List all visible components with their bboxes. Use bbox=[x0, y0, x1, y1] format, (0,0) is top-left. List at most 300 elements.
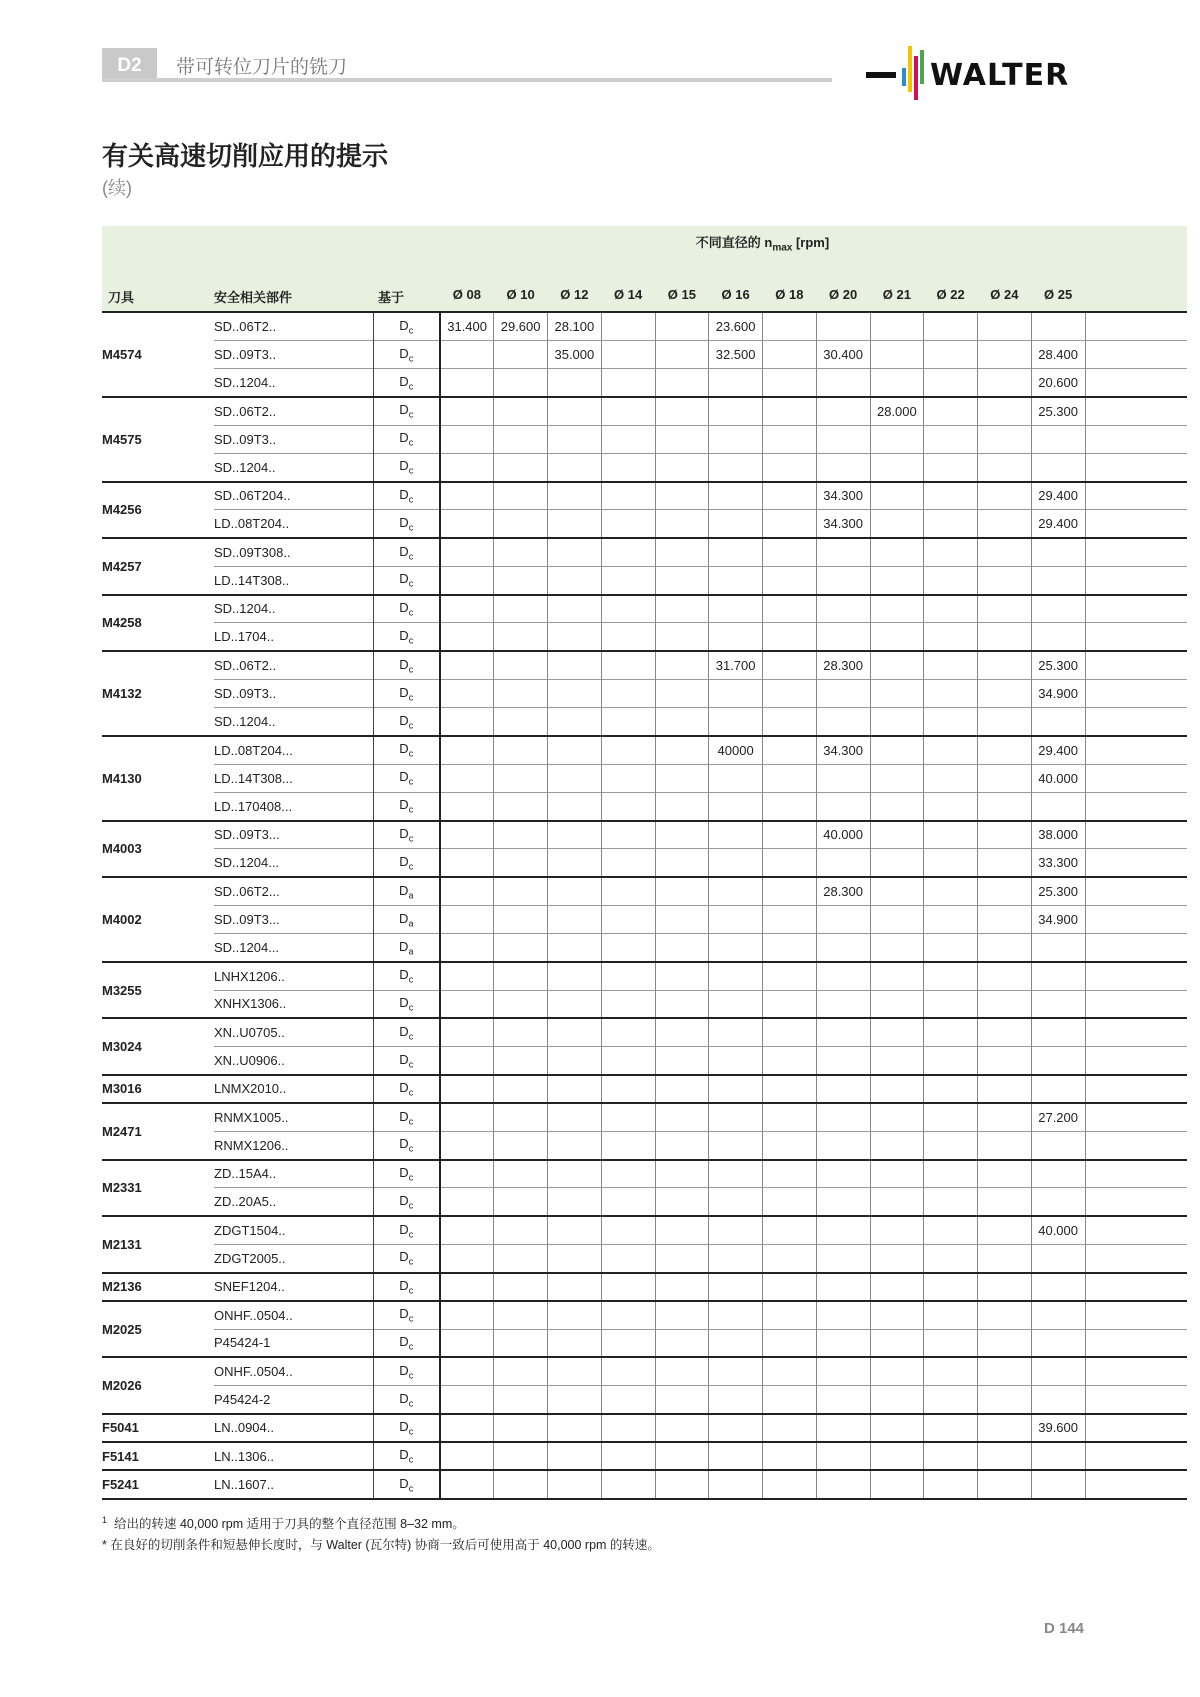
basis-subscript: c bbox=[408, 607, 414, 618]
basis-cell bbox=[373, 792, 440, 820]
basis-symbol: D bbox=[399, 741, 409, 757]
nmax-value bbox=[709, 764, 763, 792]
nmax-value bbox=[494, 1357, 548, 1385]
nmax-value bbox=[655, 651, 709, 679]
nmax-value bbox=[709, 425, 763, 453]
nmax-value bbox=[709, 821, 763, 849]
nmax-value bbox=[548, 510, 602, 538]
table-filler bbox=[1085, 764, 1187, 792]
nmax-value: 40.000 bbox=[816, 821, 870, 849]
table-filler bbox=[1085, 1047, 1187, 1075]
nmax-value bbox=[978, 1414, 1032, 1442]
table-filler bbox=[1085, 877, 1187, 905]
nmax-value bbox=[870, 1188, 924, 1216]
logo-wordmark: WALTER bbox=[930, 58, 1070, 93]
nmax-value bbox=[655, 538, 709, 566]
nmax-value bbox=[978, 595, 1032, 623]
nmax-value bbox=[655, 736, 709, 764]
nmax-value bbox=[924, 736, 978, 764]
nmax-value bbox=[924, 1386, 978, 1414]
nmax-value bbox=[494, 1301, 548, 1329]
tool-code: M4132 bbox=[102, 651, 214, 736]
safety-part: SD..09T3.. bbox=[214, 425, 373, 453]
basis-cell bbox=[373, 1329, 440, 1357]
group-header-suffix: [rpm] bbox=[792, 235, 830, 250]
basis-cell bbox=[373, 821, 440, 849]
basis-symbol: D bbox=[399, 1051, 409, 1067]
table-filler bbox=[1085, 1273, 1187, 1301]
nmax-value: 25.300 bbox=[1031, 877, 1085, 905]
basis-subscript: a bbox=[408, 946, 414, 957]
nmax-value bbox=[1031, 312, 1085, 340]
safety-part: RNMX1206.. bbox=[214, 1131, 373, 1159]
nmax-value bbox=[655, 1414, 709, 1442]
col-header-diameter: Ø 24 bbox=[990, 287, 1019, 302]
basis-symbol: D bbox=[399, 627, 409, 643]
nmax-value bbox=[440, 934, 494, 962]
nmax-value bbox=[978, 849, 1032, 877]
nmax-value bbox=[655, 708, 709, 736]
nmax-value bbox=[978, 1386, 1032, 1414]
tool-code: M4575 bbox=[102, 397, 214, 482]
nmax-value bbox=[655, 679, 709, 707]
basis-subscript: c bbox=[408, 1483, 414, 1494]
nmax-value bbox=[978, 1188, 1032, 1216]
nmax-value bbox=[763, 821, 817, 849]
nmax-value bbox=[978, 1103, 1032, 1131]
basis-cell bbox=[373, 1244, 440, 1272]
logo-bar-red bbox=[914, 56, 918, 100]
nmax-value bbox=[763, 369, 817, 397]
nmax-value bbox=[978, 623, 1032, 651]
nmax-value bbox=[655, 1386, 709, 1414]
nmax-value bbox=[870, 1357, 924, 1385]
nmax-value bbox=[655, 1188, 709, 1216]
nmax-value bbox=[601, 1188, 655, 1216]
table-filler bbox=[1085, 1075, 1187, 1103]
nmax-value bbox=[440, 538, 494, 566]
basis-symbol: D bbox=[399, 1447, 409, 1463]
safety-part: LD..1704.. bbox=[214, 623, 373, 651]
basis-symbol: D bbox=[399, 712, 409, 728]
basis-cell bbox=[373, 397, 440, 425]
table-filler bbox=[1085, 1357, 1187, 1385]
nmax-value: 28.400 bbox=[1031, 340, 1085, 368]
table-row bbox=[102, 1160, 1187, 1188]
nmax-value bbox=[548, 1442, 602, 1470]
basis-cell bbox=[373, 1075, 440, 1103]
table-filler bbox=[1085, 990, 1187, 1018]
nmax-value bbox=[548, 1188, 602, 1216]
basis-cell bbox=[373, 708, 440, 736]
nmax-value bbox=[709, 962, 763, 990]
safety-part: LD..08T204... bbox=[214, 736, 373, 764]
nmax-value bbox=[440, 1188, 494, 1216]
nmax-value bbox=[655, 623, 709, 651]
nmax-value bbox=[494, 340, 548, 368]
tool-code: M2136 bbox=[102, 1273, 214, 1301]
nmax-value bbox=[763, 453, 817, 481]
nmax-value bbox=[548, 764, 602, 792]
basis-subscript: c bbox=[408, 720, 414, 731]
nmax-value bbox=[978, 1075, 1032, 1103]
nmax-value bbox=[548, 651, 602, 679]
basis-subscript: c bbox=[408, 664, 414, 675]
nmax-value: 23.600 bbox=[709, 312, 763, 340]
nmax-value bbox=[440, 708, 494, 736]
basis-cell bbox=[373, 990, 440, 1018]
nmax-value bbox=[494, 369, 548, 397]
col-header-diameter: Ø 08 bbox=[452, 287, 481, 302]
nmax-value bbox=[978, 1216, 1032, 1244]
nmax-value bbox=[763, 1216, 817, 1244]
nmax-value bbox=[494, 1103, 548, 1131]
nmax-value bbox=[924, 340, 978, 368]
nmax-value bbox=[601, 1244, 655, 1272]
safety-part: SD..09T3... bbox=[214, 905, 373, 933]
table-filler bbox=[1085, 1216, 1187, 1244]
table-filler bbox=[1085, 340, 1187, 368]
nmax-value bbox=[709, 369, 763, 397]
table-row bbox=[102, 764, 1187, 792]
table-row bbox=[102, 1018, 1187, 1046]
nmax-value bbox=[709, 934, 763, 962]
nmax-value bbox=[440, 482, 494, 510]
table-filler bbox=[1085, 792, 1187, 820]
basis-cell bbox=[373, 1357, 440, 1385]
basis-symbol: D bbox=[399, 402, 409, 418]
nmax-value bbox=[763, 482, 817, 510]
nmax-value bbox=[601, 934, 655, 962]
nmax-value bbox=[816, 1216, 870, 1244]
nmax-value bbox=[978, 877, 1032, 905]
nmax-value bbox=[440, 369, 494, 397]
nmax-value bbox=[763, 877, 817, 905]
basis-cell bbox=[373, 962, 440, 990]
safety-part: ZDGT1504.. bbox=[214, 1216, 373, 1244]
nmax-value bbox=[924, 1075, 978, 1103]
basis-symbol: D bbox=[399, 1108, 409, 1124]
nmax-value: 30.400 bbox=[816, 340, 870, 368]
nmax-value bbox=[709, 1357, 763, 1385]
nmax-value bbox=[494, 849, 548, 877]
basis-symbol: D bbox=[399, 995, 409, 1011]
nmax-value bbox=[440, 1442, 494, 1470]
safety-part: SD..09T3.. bbox=[214, 340, 373, 368]
nmax-value bbox=[924, 566, 978, 594]
nmax-value bbox=[924, 1470, 978, 1498]
table-filler bbox=[1085, 1018, 1187, 1046]
section-divider bbox=[102, 78, 832, 82]
safety-part: SD..1204.. bbox=[214, 453, 373, 481]
nmax-value bbox=[494, 482, 548, 510]
basis-symbol: D bbox=[399, 1080, 409, 1096]
nmax-value bbox=[709, 1047, 763, 1075]
nmax-value bbox=[924, 1273, 978, 1301]
nmax-value bbox=[816, 1103, 870, 1131]
safety-part: LD..14T308... bbox=[214, 764, 373, 792]
basis-subscript: a bbox=[408, 918, 414, 929]
basis-cell bbox=[373, 1216, 440, 1244]
tool-code: M2025 bbox=[102, 1301, 214, 1358]
table-row bbox=[102, 312, 1187, 340]
basis-cell bbox=[373, 1442, 440, 1470]
basis-subscript: c bbox=[408, 804, 414, 815]
nmax-value bbox=[1031, 934, 1085, 962]
nmax-value bbox=[978, 708, 1032, 736]
nmax-value bbox=[1031, 1075, 1085, 1103]
nmax-value bbox=[709, 1301, 763, 1329]
nmax-value bbox=[655, 1244, 709, 1272]
nmax-value: 34.900 bbox=[1031, 905, 1085, 933]
nmax-value bbox=[601, 1414, 655, 1442]
tool-code: M4130 bbox=[102, 736, 214, 821]
nmax-value bbox=[548, 962, 602, 990]
nmax-value bbox=[763, 962, 817, 990]
nmax-value bbox=[494, 764, 548, 792]
basis-symbol: D bbox=[399, 1136, 409, 1152]
nmax-value bbox=[978, 566, 1032, 594]
nmax-value bbox=[763, 623, 817, 651]
nmax-value bbox=[440, 764, 494, 792]
nmax-value bbox=[870, 312, 924, 340]
table-filler bbox=[1085, 482, 1187, 510]
nmax-value bbox=[978, 962, 1032, 990]
nmax-value bbox=[601, 1075, 655, 1103]
basis-subscript: c bbox=[408, 1200, 414, 1211]
nmax-value bbox=[870, 340, 924, 368]
nmax-value bbox=[440, 962, 494, 990]
table-filler bbox=[1085, 397, 1187, 425]
nmax-value bbox=[763, 1103, 817, 1131]
basis-subscript: c bbox=[408, 1002, 414, 1013]
tool-code: M2331 bbox=[102, 1160, 214, 1217]
nmax-value bbox=[709, 482, 763, 510]
nmax-value bbox=[870, 1386, 924, 1414]
safety-part: SD..06T2... bbox=[214, 877, 373, 905]
basis-cell bbox=[373, 1018, 440, 1046]
nmax-value bbox=[763, 1442, 817, 1470]
nmax-value bbox=[601, 1047, 655, 1075]
nmax-value bbox=[494, 1329, 548, 1357]
basis-cell bbox=[373, 849, 440, 877]
nmax-value bbox=[978, 1329, 1032, 1357]
basis-symbol: D bbox=[399, 656, 409, 672]
table-filler bbox=[1085, 1301, 1187, 1329]
basis-symbol: D bbox=[399, 1334, 409, 1350]
nmax-value bbox=[924, 1216, 978, 1244]
nmax-value bbox=[978, 397, 1032, 425]
basis-cell bbox=[373, 595, 440, 623]
table-row bbox=[102, 623, 1187, 651]
nmax-value: 25.300 bbox=[1031, 651, 1085, 679]
safety-part: SD..1204.. bbox=[214, 369, 373, 397]
col-header-diameter: Ø 16 bbox=[721, 287, 750, 302]
nmax-value bbox=[548, 1160, 602, 1188]
table-row bbox=[102, 1075, 1187, 1103]
nmax-value bbox=[548, 1357, 602, 1385]
nmax-value bbox=[601, 453, 655, 481]
safety-part: LD..14T308.. bbox=[214, 566, 373, 594]
nmax-value bbox=[601, 312, 655, 340]
nmax-value: 40.000 bbox=[1031, 764, 1085, 792]
nmax-value bbox=[440, 905, 494, 933]
tool-code: M4256 bbox=[102, 482, 214, 539]
nmax-value bbox=[655, 1131, 709, 1159]
nmax-value bbox=[494, 1273, 548, 1301]
nmax-value: 25.300 bbox=[1031, 397, 1085, 425]
nmax-value bbox=[655, 1018, 709, 1046]
nmax-value bbox=[870, 1329, 924, 1357]
page-number: D 144 bbox=[1044, 1620, 1085, 1637]
nmax-value bbox=[709, 1329, 763, 1357]
nmax-value bbox=[548, 453, 602, 481]
nmax-value bbox=[494, 566, 548, 594]
nmax-value bbox=[763, 1160, 817, 1188]
nmax-value bbox=[709, 538, 763, 566]
basis-cell bbox=[373, 425, 440, 453]
basis-subscript: c bbox=[408, 861, 414, 872]
nmax-value bbox=[816, 1386, 870, 1414]
nmax-value: 31.400 bbox=[440, 312, 494, 340]
nmax-value bbox=[709, 1131, 763, 1159]
nmax-value bbox=[494, 1075, 548, 1103]
nmax-value bbox=[924, 821, 978, 849]
table-row bbox=[102, 566, 1187, 594]
basis-subscript: c bbox=[408, 748, 414, 759]
nmax-value bbox=[548, 990, 602, 1018]
basis-cell bbox=[373, 1414, 440, 1442]
nmax-value bbox=[1031, 1442, 1085, 1470]
nmax-value bbox=[440, 566, 494, 594]
safety-part: SD..06T204.. bbox=[214, 482, 373, 510]
nmax-value bbox=[655, 510, 709, 538]
nmax-value bbox=[709, 792, 763, 820]
nmax-value bbox=[870, 1470, 924, 1498]
table-row bbox=[102, 510, 1187, 538]
nmax-value: 29.400 bbox=[1031, 736, 1085, 764]
nmax-value bbox=[548, 1075, 602, 1103]
logo-dash bbox=[866, 72, 896, 78]
nmax-value bbox=[870, 1160, 924, 1188]
table-row bbox=[102, 1301, 1187, 1329]
nmax-value bbox=[763, 1470, 817, 1498]
nmax-value bbox=[709, 1216, 763, 1244]
nmax-value bbox=[601, 679, 655, 707]
tool-code: M4002 bbox=[102, 877, 214, 962]
tool-code: M3024 bbox=[102, 1018, 214, 1075]
nmax-value: 31.700 bbox=[709, 651, 763, 679]
tool-code: M2026 bbox=[102, 1357, 214, 1414]
safety-part: LNMX2010.. bbox=[214, 1075, 373, 1103]
basis-symbol: D bbox=[399, 853, 409, 869]
nmax-value bbox=[763, 1075, 817, 1103]
nmax-value bbox=[440, 849, 494, 877]
basis-cell bbox=[373, 736, 440, 764]
basis-symbol: D bbox=[399, 967, 409, 983]
basis-symbol: D bbox=[399, 1221, 409, 1237]
nmax-value bbox=[763, 651, 817, 679]
nmax-value bbox=[548, 821, 602, 849]
nmax-value bbox=[601, 821, 655, 849]
nmax-value bbox=[816, 1075, 870, 1103]
nmax-value bbox=[601, 538, 655, 566]
table-row bbox=[102, 595, 1187, 623]
nmax-value bbox=[763, 425, 817, 453]
nmax-value bbox=[709, 905, 763, 933]
basis-cell bbox=[373, 1047, 440, 1075]
section-title: 带可转位刀片的铣刀 bbox=[176, 57, 348, 78]
nmax-value bbox=[655, 482, 709, 510]
nmax-value bbox=[655, 1047, 709, 1075]
nmax-value bbox=[978, 990, 1032, 1018]
table-row bbox=[102, 651, 1187, 679]
nmax-value bbox=[494, 1386, 548, 1414]
nmax-value bbox=[440, 736, 494, 764]
nmax-value bbox=[494, 962, 548, 990]
nmax-value bbox=[601, 764, 655, 792]
safety-part: SD..09T3.. bbox=[214, 679, 373, 707]
nmax-value bbox=[548, 1329, 602, 1357]
table-filler bbox=[1085, 849, 1187, 877]
basis-symbol: D bbox=[399, 1306, 409, 1322]
nmax-value bbox=[924, 1301, 978, 1329]
nmax-value bbox=[655, 934, 709, 962]
basis-subscript: c bbox=[408, 325, 414, 336]
nmax-value bbox=[655, 849, 709, 877]
basis-cell bbox=[373, 1103, 440, 1131]
nmax-value bbox=[816, 905, 870, 933]
basis-cell bbox=[373, 510, 440, 538]
nmax-value bbox=[440, 595, 494, 623]
table-row bbox=[102, 1131, 1187, 1159]
nmax-value bbox=[709, 679, 763, 707]
nmax-value bbox=[655, 962, 709, 990]
nmax-value bbox=[978, 1131, 1032, 1159]
nmax-value bbox=[440, 990, 494, 1018]
nmax-value: 27.200 bbox=[1031, 1103, 1085, 1131]
nmax-value: 28.100 bbox=[548, 312, 602, 340]
nmax-value bbox=[655, 905, 709, 933]
nmax-value bbox=[655, 821, 709, 849]
table-filler bbox=[1085, 905, 1187, 933]
nmax-value bbox=[548, 1216, 602, 1244]
nmax-value bbox=[440, 1357, 494, 1385]
nmax-value: 34.300 bbox=[816, 736, 870, 764]
nmax-value bbox=[763, 1244, 817, 1272]
basis-symbol: D bbox=[399, 1165, 409, 1181]
safety-part: SNEF1204.. bbox=[214, 1273, 373, 1301]
table-filler bbox=[1085, 312, 1187, 340]
safety-part: ZD..20A5.. bbox=[214, 1188, 373, 1216]
nmax-value bbox=[709, 595, 763, 623]
nmax-value bbox=[1031, 1018, 1085, 1046]
nmax-value bbox=[763, 1273, 817, 1301]
nmax-value bbox=[924, 962, 978, 990]
nmax-value bbox=[494, 934, 548, 962]
nmax-value: 20.600 bbox=[1031, 369, 1085, 397]
nmax-value bbox=[601, 510, 655, 538]
nmax-value bbox=[978, 1470, 1032, 1498]
basis-cell bbox=[373, 905, 440, 933]
nmax-value bbox=[440, 397, 494, 425]
col-header-diameter: Ø 21 bbox=[882, 287, 911, 302]
basis-subscript: c bbox=[408, 409, 414, 420]
nmax-value bbox=[655, 397, 709, 425]
basis-cell bbox=[373, 1386, 440, 1414]
nmax-value bbox=[763, 1131, 817, 1159]
table-row bbox=[102, 1470, 1187, 1498]
